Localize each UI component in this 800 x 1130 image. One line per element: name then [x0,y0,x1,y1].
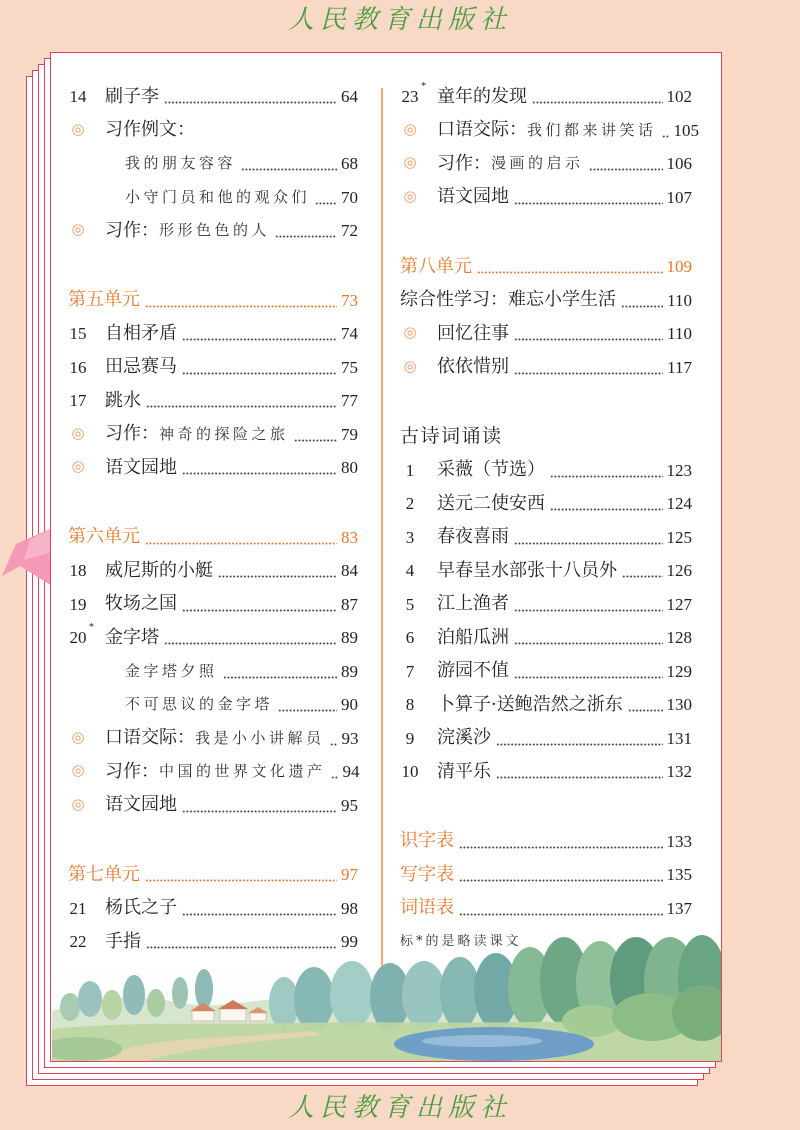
footnote-row [400,925,692,959]
study-entry [400,284,692,318]
tree [123,975,145,1015]
dot-leader [182,810,337,813]
lesson-title: 自相矛盾 [105,322,177,344]
poem-title: 江上渔者 [437,593,509,615]
tree [147,989,165,1017]
column-divider [381,88,383,975]
sub-entry [68,147,358,181]
activity-title: 语文园地 [105,456,177,478]
page-number: 77 [341,391,358,411]
page-number: 124 [666,494,692,514]
page-number: 79 [341,424,358,444]
page-number: 90 [341,695,358,715]
activity-title: 习作例文： [105,119,195,141]
double-circle-icon: ◎ [71,121,85,138]
unit-title: 第七单元 [68,863,140,885]
activity-entry [400,114,700,148]
page-number: 84 [341,561,358,581]
page-number: 87 [341,594,358,614]
activity-entry [68,451,358,485]
poem-entry [400,688,692,722]
page-number: 72 [341,221,358,241]
poem-number: 4 [405,561,415,581]
page-number: 129 [666,661,692,681]
poem-title: 浣溪沙 [437,727,491,749]
page-number: 130 [666,695,692,715]
poem-number: 8 [405,695,415,715]
lesson-title: 金字塔 [105,626,159,648]
toc-right-column [400,80,700,959]
poem-title: 采薇（节选） [437,459,545,481]
page-number: 98 [341,898,358,918]
lesson-entry [400,80,692,114]
activity-title: 回忆往事 [437,322,509,344]
dot-leader [182,372,337,375]
poem-title: 游园不值 [437,660,509,682]
page-number: 109 [666,257,692,277]
page-number: 102 [666,87,692,107]
dot-leader [331,776,339,779]
poem-number: 2 [405,494,415,514]
dot-leader [182,338,337,341]
dot-leader [315,202,337,205]
double-circle-icon: ◎ [71,796,85,813]
activity-title: 习作： [105,423,159,445]
activity-title: 习作： [105,760,159,782]
tree [195,969,213,1009]
page-number: 74 [341,324,358,344]
tree [172,977,188,1009]
poem-entry [400,722,692,756]
section-title: 古诗词诵读 [400,425,503,448]
lesson-entry [68,384,358,418]
page-number: 94 [342,762,360,782]
poem-number: 3 [405,527,415,547]
poem-entry [400,554,692,588]
lesson-title: 杨氏之子 [105,897,177,919]
dot-leader [621,305,663,308]
dot-leader [477,271,663,274]
poem-entry [400,755,692,789]
lesson-number: 15 [69,324,87,344]
lesson-title: 牧场之国 [105,593,177,615]
sub-title: 我的朋友容容 [125,154,237,173]
unit-heading [68,858,358,892]
dot-leader [218,575,337,578]
tree [78,981,102,1017]
lesson-number: 18 [69,561,87,581]
appendix-entry [400,825,692,859]
appendix-entry [400,892,692,926]
unit-heading [68,521,358,555]
dot-leader [514,609,663,612]
page-number: 75 [341,357,358,377]
lesson-entry [68,317,358,351]
lesson-entry [68,925,358,959]
lesson-title: 手指 [105,930,141,952]
tree [102,990,122,1020]
poem-number: 5 [405,594,415,614]
dot-leader [182,472,337,475]
dot-leader [514,676,663,679]
sub-entry [68,655,358,689]
lesson-number: 19 [69,594,87,614]
dot-leader [164,101,337,104]
lesson-title: 跳水 [105,389,141,411]
poem-number: 1 [405,460,415,480]
section-heading [400,420,692,454]
page-number: 95 [341,795,358,815]
sub-entry [68,688,358,722]
dot-leader [532,101,663,104]
page-number: 83 [341,527,358,547]
dot-leader [514,642,663,645]
activity-title: 习作： [437,152,491,174]
lesson-title: 童年的发现 [437,85,527,107]
dot-leader [330,743,338,746]
lesson-title: 田忌赛马 [105,356,177,378]
dot-leader [182,913,337,916]
activity-title: 口语交际： [105,727,195,749]
activity-entry [400,147,692,181]
page-number: 133 [666,831,692,851]
poem-title: 卜算子·送鲍浩然之浙东 [437,693,623,715]
double-circle-icon: ◎ [71,763,85,780]
poem-entry [400,621,692,655]
activity-topic: 我是小小讲解员 [195,728,325,747]
page-number: 99 [341,932,358,952]
double-circle-icon: ◎ [403,121,417,138]
page-number: 110 [667,324,692,344]
double-circle-icon: ◎ [71,459,85,476]
double-circle-icon: ◎ [71,425,85,442]
dot-leader [514,202,663,205]
dot-leader [662,135,670,138]
skim-reading-mark: * [421,81,426,93]
dot-leader [294,439,337,442]
lesson-entry [68,621,358,655]
dot-leader [146,946,337,949]
dot-leader [145,305,337,308]
lesson-entry [68,80,358,114]
page-number: 80 [341,458,358,478]
poem-entry [400,487,692,521]
poem-entry [400,454,692,488]
activity-entry [400,181,692,215]
page-number: 107 [666,187,692,207]
sub-title: 不可思议的金字塔 [125,695,274,714]
toc-left-column [68,80,358,959]
dot-leader [145,542,337,545]
poem-number: 9 [405,728,415,748]
unit-title: 第八单元 [400,255,472,277]
dot-leader [146,405,337,408]
lesson-number: 16 [69,357,87,377]
activity-entry [68,214,358,248]
poem-number: 6 [405,628,415,648]
page-number: 125 [666,527,692,547]
appendix-title: 词语表 [400,897,454,919]
dot-leader [514,542,663,545]
activity-topic: 我们都来讲笑话 [527,120,657,139]
poem-number: 10 [401,762,419,782]
activity-entry [68,418,358,452]
dot-leader [589,168,663,171]
tree [60,993,80,1021]
page-number: 105 [673,120,700,140]
poem-title: 早春呈水部张十八员外 [437,559,617,581]
activity-entry [400,317,692,351]
page-number: 127 [666,594,692,614]
poem-entry [400,521,692,555]
poem-entry [400,655,692,689]
dot-leader [241,168,337,171]
footnote: 标*的是略读课文 [400,934,522,950]
poem-number: 7 [405,661,415,681]
lesson-entry [68,588,358,622]
dot-leader [459,913,663,916]
pond [394,1027,594,1061]
activity-entry [68,114,358,148]
unit-title: 第六单元 [68,526,140,548]
activity-topic: 神奇的探险之旅 [159,424,289,443]
dot-leader [275,235,337,238]
unit-title: 第五单元 [68,289,140,311]
activity-title: 语文园地 [105,794,177,816]
page-number: 64 [341,87,358,107]
dot-leader [459,879,663,882]
double-circle-icon: ◎ [403,358,417,375]
double-circle-icon: ◎ [71,222,85,239]
sub-entry [68,181,358,215]
poem-title: 送元二使安西 [437,492,545,514]
lesson-title: 刷子李 [105,85,159,107]
page-number: 137 [666,898,692,918]
poem-title: 清平乐 [437,760,491,782]
dot-leader [496,743,663,746]
activity-topic: 漫画的启示 [491,154,584,173]
appendix-entry [400,858,692,892]
activity-title: 语文园地 [437,186,509,208]
skim-reading-mark: * [89,622,94,634]
dot-leader [223,676,337,679]
dot-leader [550,508,663,511]
publisher-logo-bottom: 人民教育出版社 [287,1093,512,1122]
dot-leader [550,475,663,478]
page-number: 132 [666,762,692,782]
lesson-number-text: 23 [401,87,419,107]
dot-leader [459,846,663,849]
dot-leader [514,372,663,375]
poem-title: 春夜喜雨 [437,526,509,548]
activity-entry [68,722,358,756]
page-number: 123 [666,460,692,480]
page-number: 135 [666,865,692,885]
lesson-number-text: 20 [69,628,87,648]
double-circle-icon: ◎ [403,325,417,342]
double-circle-icon: ◎ [403,155,417,172]
lesson-number: 14 [69,87,87,107]
dot-leader [622,575,663,578]
page-number: 73 [341,290,358,310]
lesson-number: 17 [69,391,87,411]
page-number: 68 [341,154,358,174]
sub-title: 金字塔夕照 [125,661,218,680]
dot-leader [278,709,337,712]
lesson-entry [68,351,358,385]
unit-heading [68,284,358,318]
page-number: 97 [341,865,358,885]
lesson-number: 21 [69,898,87,918]
page-number: 70 [341,187,358,207]
activity-title: 依依惜别 [437,356,509,378]
lesson-entry [68,892,358,926]
lesson-number [68,622,94,648]
page-number: 128 [666,628,692,648]
dot-leader [164,642,337,645]
appendix-title: 识字表 [400,830,454,852]
lesson-number: 22 [69,932,87,952]
page-number: 89 [341,661,358,681]
dot-leader [182,609,337,612]
dot-leader [496,776,663,779]
activity-topic: 形形色色的人 [159,221,271,240]
dot-leader [514,338,663,341]
activity-entry [68,755,358,789]
sub-title: 小守门员和他的观众们 [125,187,311,206]
lesson-entry [68,554,358,588]
poem-entry [400,588,692,622]
page-number: 131 [666,728,692,748]
activity-entry [400,351,692,385]
page-number: 117 [667,357,692,377]
double-circle-icon: ◎ [403,188,417,205]
study-title: 综合性学习：难忘小学生活 [400,289,616,311]
appendix-title: 写字表 [400,863,454,885]
activity-title: 习作： [105,219,159,241]
page-number: 106 [666,154,692,174]
double-circle-icon: ◎ [71,729,85,746]
dot-leader [145,879,337,882]
activity-topic: 中国的世界文化遗产 [159,762,326,781]
dot-leader [628,709,663,712]
page-number: 110 [667,290,692,310]
lesson-title: 威尼斯的小艇 [105,559,213,581]
publisher-logo-top: 人民教育出版社 [287,5,512,34]
poem-title: 泊船瓜洲 [437,626,509,648]
lesson-number [400,81,426,107]
page-number: 89 [341,628,358,648]
activity-entry [68,789,358,823]
activity-title: 口语交际： [437,119,527,141]
page-number: 126 [666,561,692,581]
page-number: 93 [341,728,359,748]
unit-heading [400,250,692,284]
